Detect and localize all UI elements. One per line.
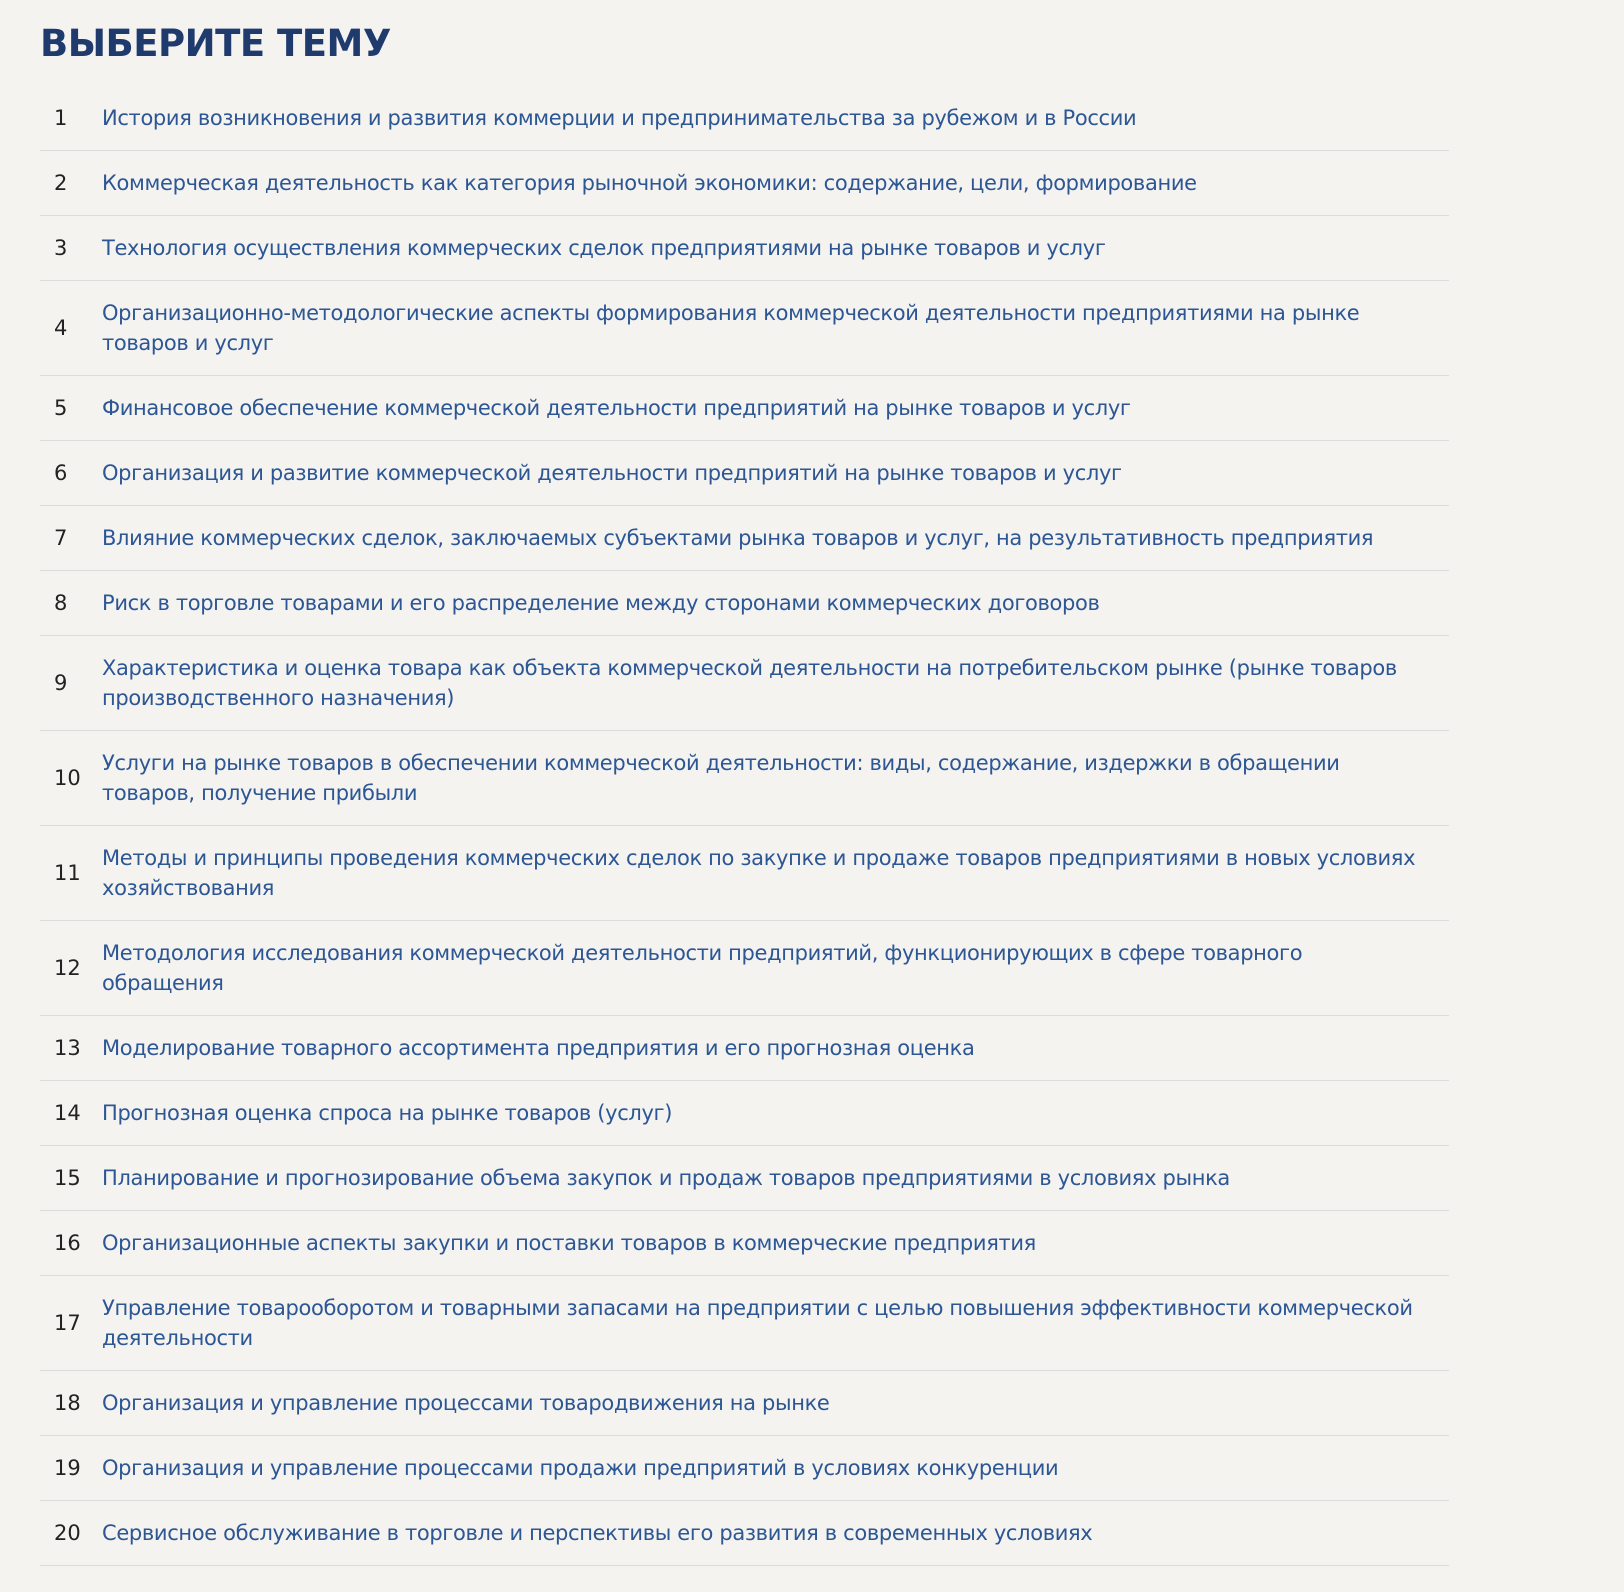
- topic-link[interactable]: Моделирование товарного ассортимента предприятия и его прогнозная оценка: [102, 1036, 975, 1060]
- topic-row-8[interactable]: [40, 571, 1449, 636]
- topic-link[interactable]: Финансовое обеспечение коммерческой деятельности предприятий на рынке товаров и услуг: [102, 396, 1131, 420]
- topic-row-6[interactable]: [40, 441, 1449, 506]
- topic-number: 11: [54, 861, 81, 885]
- topic-link[interactable]: Коммерческая деятельность как категория рыночной экономики: содержание, цели, формирование: [102, 171, 1197, 195]
- topic-row-19[interactable]: [40, 1436, 1449, 1501]
- topic-number: 20: [54, 1521, 81, 1545]
- topic-number: 17: [54, 1311, 81, 1335]
- topic-row-15[interactable]: [40, 1146, 1449, 1211]
- topic-list: [40, 86, 1449, 1566]
- topic-row-18[interactable]: [40, 1371, 1449, 1436]
- topic-link[interactable]: Влияние коммерческих сделок, заключаемых субъектами рынка товаров и услуг, на результативность предприятия: [102, 526, 1374, 550]
- topic-number: 9: [54, 671, 68, 695]
- topic-row-20[interactable]: [40, 1501, 1449, 1566]
- topic-link[interactable]: Организация и управление процессами товародвижения на рынке: [102, 1391, 830, 1415]
- topic-row-11[interactable]: [40, 826, 1449, 921]
- topic-link[interactable]: Организация и управление процессами продажи предприятий в условиях конкуренции: [102, 1456, 1059, 1480]
- topic-link[interactable]: Методы и принципы проведения коммерческих сделок по закупке и продаже товаров предприятиями в новых условиях хозяйствования: [102, 846, 1416, 900]
- topic-link[interactable]: Управление товарооборотом и товарными запасами на предприятии с целью повышения эффективности коммерческой деятельности: [102, 1296, 1413, 1350]
- topic-link[interactable]: Организация и развитие коммерческой деятельности предприятий на рынке товаров и услуг: [102, 461, 1122, 485]
- topic-link[interactable]: Технология осуществления коммерческих сделок предприятиями на рынке товаров и услуг: [102, 236, 1106, 260]
- topic-link[interactable]: Планирование и прогнозирование объема закупок и продаж товаров предприятиями в условиях рынка: [102, 1166, 1230, 1190]
- topic-row-12[interactable]: [40, 921, 1449, 1016]
- topic-row-7[interactable]: [40, 506, 1449, 571]
- topic-number: 3: [54, 236, 68, 260]
- topic-number: 1: [54, 106, 68, 130]
- topic-link[interactable]: История возникновения и развития коммерции и предпринимательства за рубежом и в России: [102, 106, 1137, 130]
- topic-row-13[interactable]: [40, 1016, 1449, 1081]
- topic-number: 6: [54, 461, 68, 485]
- topic-link[interactable]: Прогнозная оценка спроса на рынке товаров (услуг): [102, 1101, 673, 1125]
- topic-link[interactable]: Сервисное обслуживание в торговле и перспективы его развития в современных условиях: [102, 1521, 1093, 1545]
- topic-row-4[interactable]: [40, 281, 1449, 376]
- topic-number: 13: [54, 1036, 81, 1060]
- page-title: ВЫБЕРИТЕ ТЕМУ: [40, 22, 391, 65]
- topic-number: 12: [54, 956, 81, 980]
- topic-row-16[interactable]: [40, 1211, 1449, 1276]
- topic-link[interactable]: Услуги на рынке товаров в обеспечении коммерческой деятельности: виды, содержание, издержки в обращении товаров, получение прибыли: [102, 751, 1340, 805]
- topic-link[interactable]: Организационно-методологические аспекты формирования коммерческой деятельности предприятиями на рынке товаров и услуг: [102, 301, 1360, 355]
- topic-link[interactable]: Риск в торговле товарами и его распределение между сторонами коммерческих договоров: [102, 591, 1100, 615]
- topic-number: 4: [54, 316, 68, 340]
- topic-row-17[interactable]: [40, 1276, 1449, 1371]
- topic-number: 10: [54, 766, 81, 790]
- topic-row-14[interactable]: [40, 1081, 1449, 1146]
- topic-link[interactable]: Методология исследования коммерческой деятельности предприятий, функционирующих в сфере товарного обращения: [102, 941, 1303, 995]
- topic-number: 15: [54, 1166, 81, 1190]
- topic-link[interactable]: Организационные аспекты закупки и поставки товаров в коммерческие предприятия: [102, 1231, 1036, 1255]
- topic-row-2[interactable]: [40, 151, 1449, 216]
- topic-number: 5: [54, 396, 68, 420]
- topic-link[interactable]: Характеристика и оценка товара как объекта коммерческой деятельности на потребительском рынке (рынке товаров производственного назначения): [102, 656, 1397, 710]
- topic-number: 7: [54, 526, 68, 550]
- topic-number: 19: [54, 1456, 81, 1480]
- topic-row-1[interactable]: [40, 86, 1449, 151]
- topic-row-9[interactable]: [40, 636, 1449, 731]
- topic-number: 18: [54, 1391, 81, 1415]
- topic-number: 16: [54, 1231, 81, 1255]
- topic-row-3[interactable]: [40, 216, 1449, 281]
- topic-row-10[interactable]: [40, 731, 1449, 826]
- topic-number: 14: [54, 1101, 81, 1125]
- topic-row-5[interactable]: [40, 376, 1449, 441]
- topic-number: 2: [54, 171, 68, 195]
- topic-number: 8: [54, 591, 68, 615]
